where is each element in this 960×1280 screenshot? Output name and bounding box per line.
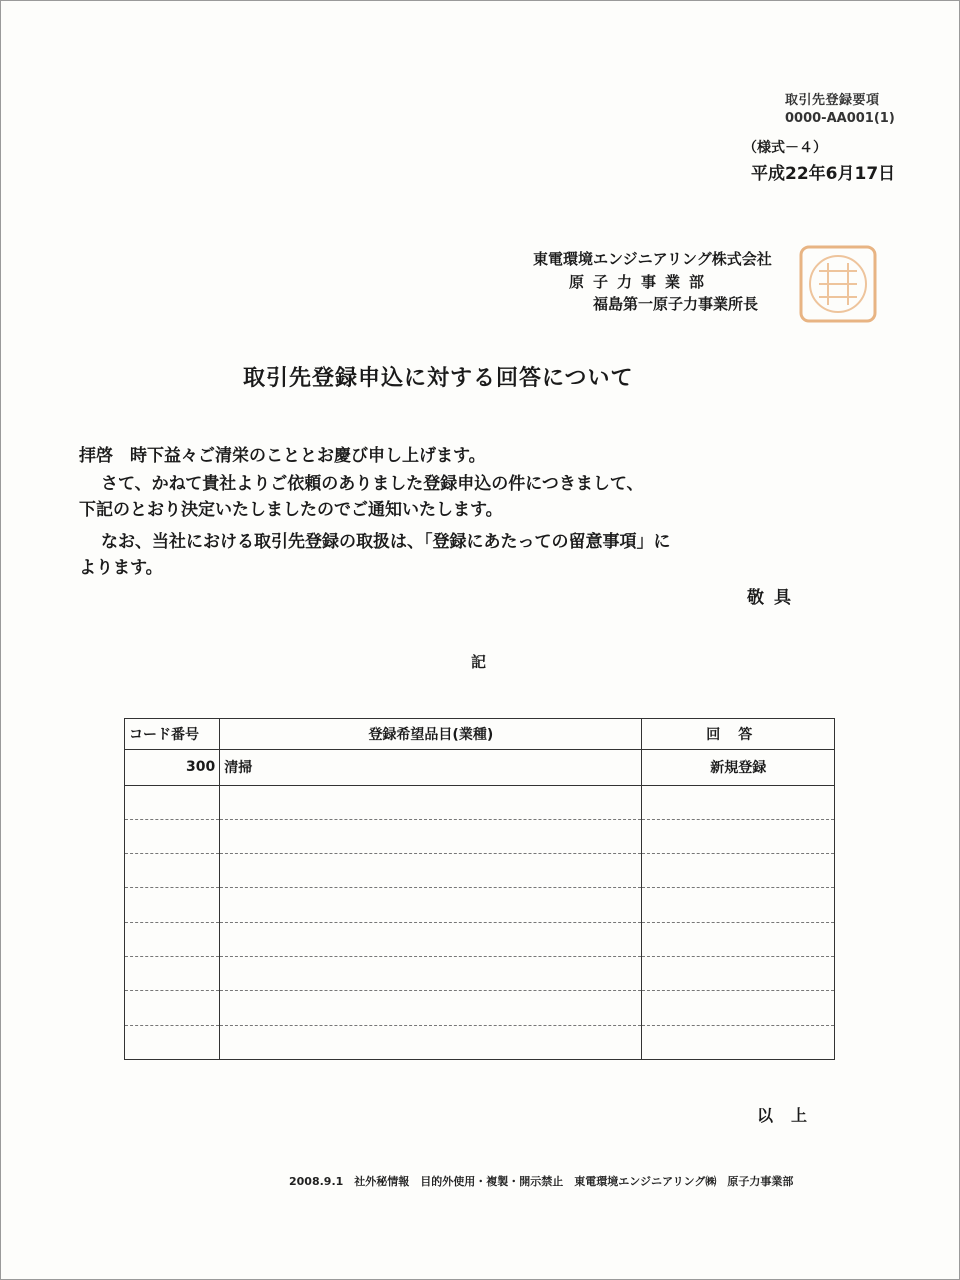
table-row-empty [125,1025,835,1059]
reference-code: 0000-AA001(1) [785,111,895,126]
header-code-number: コード番号 [125,719,220,750]
table-row-empty [125,819,835,853]
ki-heading: 記 [471,653,487,671]
footer-confidentiality: 2008.9.1 社外秘情報 目的外使用・複製・開示禁止 東電環境エンジニアリング㈱ 原子力事業部 [289,1175,794,1188]
header-registration-item: 登録希望品目(業種) [220,719,642,750]
registration-table [124,718,835,1060]
row-answer: 新規登録 [642,750,835,785]
company-seal-stamp [795,241,881,327]
sender-department: 原子力事業部 [569,273,714,291]
closing-ijo: 以上 [757,1106,826,1125]
row-code: 300 [125,750,220,785]
table-row-empty [125,888,835,922]
table-row-empty [125,922,835,956]
table-row-empty [125,957,835,991]
form-number: （様式－４） [743,140,827,156]
table-row-empty [125,991,835,1025]
body-line-1: 拝啓 時下益々ご清栄のこととお慶び申し上げます。 [79,446,486,466]
table-row [125,750,835,785]
table-row-empty [125,785,835,819]
document-date: 平成22年6月17日 [751,164,896,184]
sender-office: 福島第一原子力事業所長 [593,295,759,313]
header-answer: 回答 [642,719,835,750]
body-line-5: よります。 [79,558,163,578]
sender-company: 東電環境エンジニアリング株式会社 [533,250,772,268]
body-line-4: なお、当社における取引先登録の取扱は、「登録にあたっての留意事項」に [101,532,671,552]
table-header-row [125,719,835,750]
table-row-empty [125,854,835,888]
reference-label: 取引先登録要項 [785,93,880,108]
body-line-2: さて、かねて貴社よりご依頼のありました登録申込の件につきまして、 [101,474,644,494]
body-line-3: 下記のとおり決定いたしましたのでご通知いたします。 [79,500,503,520]
document-title: 取引先登録申込に対する回答について [243,366,634,391]
closing-keigu: 敬具 [747,588,801,608]
row-item: 清掃 [220,750,642,785]
